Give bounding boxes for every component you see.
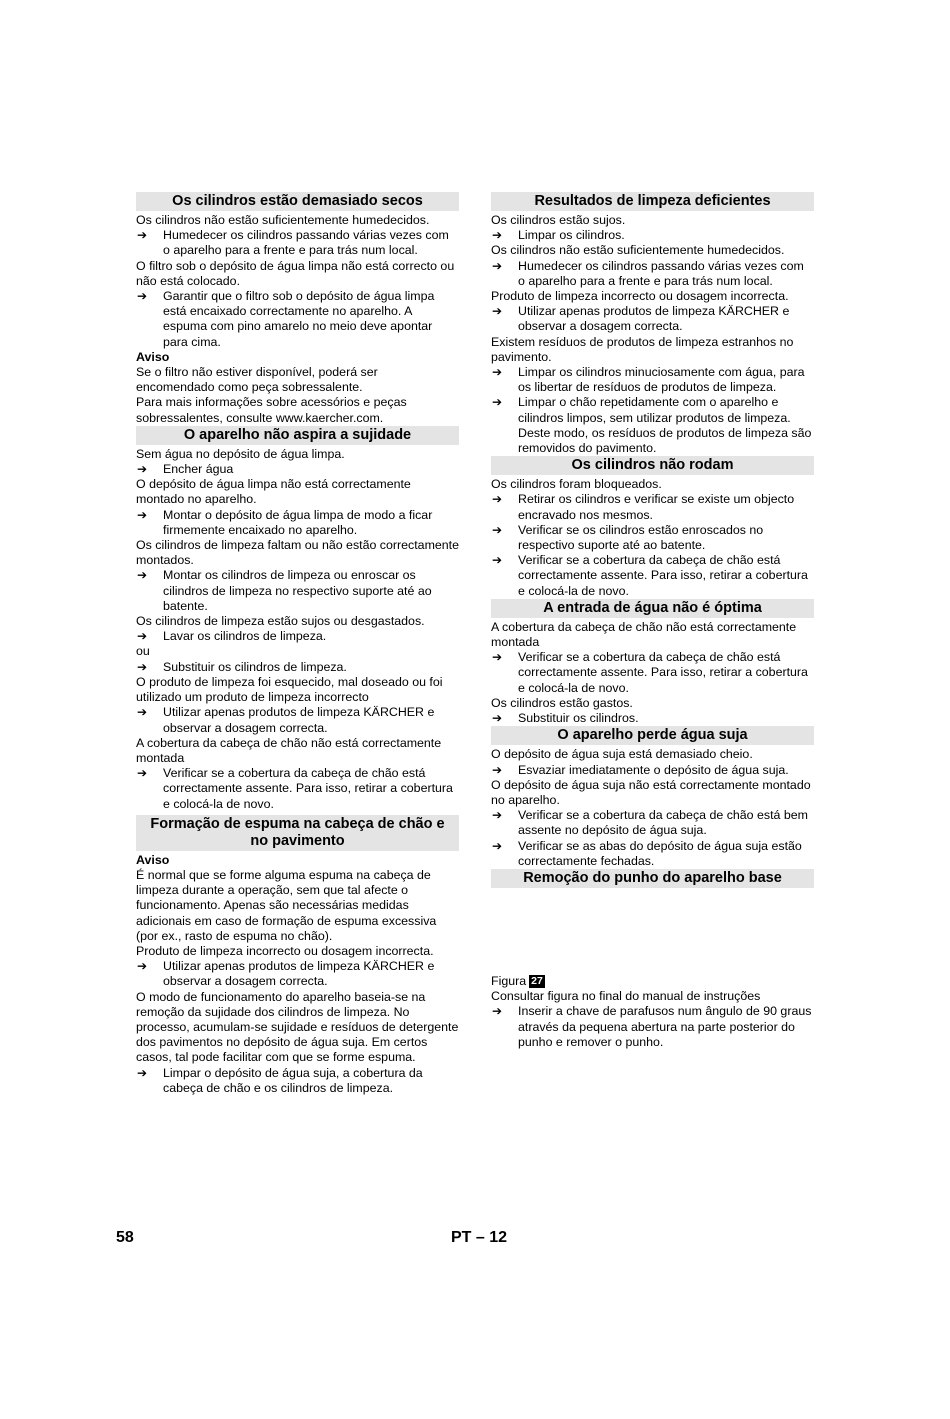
arrow-right-icon: ➔ [492,711,503,726]
arrow-right-icon: ➔ [492,808,503,823]
section-heading: Os cilindros estão demasiado secos [136,192,459,211]
problem-text: Existem resíduos de produtos de limpeza estranhos no pavimento. [491,334,794,364]
instruction-step: ➔ Substituir os cilindros de limpeza. [137,659,347,674]
section-heading: A entrada de água não é óptima [491,599,814,618]
figure-note: Consultar figura no final do manual de instruções [491,989,761,1004]
instruction-step: ➔ Limpar os cilindros minuciosamente com água, para os libertar de resíduos de produtos de limpeza. [492,365,805,395]
instruction-step: ➔ Humedecer os cilindros passando várias vezes com o aparelho para a frente e para trás num local. [137,228,449,258]
section-heading: Os cilindros não rodam [491,456,814,475]
instruction-step: ➔ Verificar se a cobertura da cabeça de chão está correctamente assente. Para isso, retirar a cobertura e colocá-la de novo. [492,553,808,598]
arrow-right-icon: ➔ [492,838,503,853]
arrow-right-icon: ➔ [137,228,148,243]
problem-text: O depósito de água suja não está correctamente montado no aparelho. [491,777,811,807]
arrow-right-icon: ➔ [137,507,148,522]
instruction-step: ➔ Limpar o depósito de água suja, a cobertura da cabeça de chão e os cilindros de limpeza. [137,1065,423,1095]
problem-text: Os cilindros não estão suficientemente humedecidos. [491,243,785,258]
figure-space [491,890,814,974]
section-heading: Remoção do punho do aparelho base [491,869,814,888]
instruction-step: ➔ Montar o depósito de água limpa de modo a ficar firmemente encaixado no aparelho. [137,507,433,537]
page-number: 58 [116,1229,134,1246]
instruction-step: ➔ Inserir a chave de parafusos num ângulo de 90 graus através da pequena abertura na parte posterior do punho e remover o punho. [492,1004,812,1049]
problem-text: A cobertura da cabeça de chão não está correctamente montada [136,735,442,765]
instruction-step: ➔ Utilizar apenas produtos de limpeza KÄRCHER e observar a dosagem correcta. [137,705,435,735]
arrow-right-icon: ➔ [492,650,503,665]
instruction-step: ➔ Limpar os cilindros. [492,228,625,243]
arrow-right-icon: ➔ [137,959,148,974]
arrow-right-icon: ➔ [137,659,148,674]
instruction-step: ➔ Utilizar apenas produtos de limpeza KÄRCHER e observar a dosagem correcta. [492,304,790,334]
instruction-step: ➔ Verificar se a cobertura da cabeça de chão está bem assente no depósito de água suja. [492,808,808,838]
figure-number-badge: 27 [531,974,543,987]
instruction-step: ➔ Garantir que o filtro sob o depósito de água limpa está encaixado correctamente no aparelho. A espuma com pino amarelo no meio deve apontar para cima. [137,289,435,349]
arrow-right-icon: ➔ [137,568,148,583]
note-label: Aviso [136,852,170,867]
note-text: Se o filtro não estiver disponível, poderá ser encomendado como peça sobressalente. [136,365,378,395]
problem-text: Os cilindros estão sujos. [491,213,626,227]
arrow-right-icon: ➔ [492,395,503,410]
arrow-right-icon: ➔ [137,289,148,304]
or-text: ou [136,644,150,659]
arrow-right-icon: ➔ [492,1004,503,1019]
problem-text: Os cilindros foram bloqueados. [491,477,662,492]
arrow-right-icon: ➔ [492,365,503,380]
instruction-step: ➔ Verificar se os cilindros estão enroscados no respectivo suporte até ao batente. [492,522,764,553]
instruction-step: ➔ Lavar os cilindros de limpeza. [137,629,327,644]
problem-text: A cobertura da cabeça de chão não está correctamente montada [491,619,797,650]
section-heading: Formação de espuma na cabeça de chão e no pavimento [136,815,459,851]
instruction-step: ➔ Montar os cilindros de limpeza ou enroscar os cilindros de limpeza no respectivo suporte até ao batente. [137,568,432,613]
instruction-step: ➔ Substituir os cilindros. [492,711,639,726]
section-heading: Resultados de limpeza deficientes [491,192,814,211]
arrow-right-icon: ➔ [492,304,503,319]
instruction-step: ➔ Utilizar apenas produtos de limpeza KÄRCHER e observar a dosagem correcta. [137,959,435,989]
problem-text: O depósito de água suja está demasiado cheio. [491,747,753,762]
section-heading: O aparelho não aspira a sujidade [136,426,459,445]
problem-text: Os cilindros de limpeza estão sujos ou desgastados. [136,614,425,629]
arrow-right-icon: ➔ [137,462,148,477]
problem-text: O depósito de água limpa não está correctamente montado no aparelho. [136,477,411,507]
problem-text: Os cilindros não estão suficientemente humedecidos. [136,213,430,227]
instruction-step: ➔ Verificar se a cobertura da cabeça de chão está correctamente assente. Para isso, retirar a cobertura e colocá-la de novo. [137,766,453,811]
instruction-step: ➔ Limpar o chão repetidamente com o aparelho e cilindros limpos, sem utilizar produtos de limpeza. Deste modo, os resíduos de produtos de limpeza são removidos do pavimento. [492,395,812,456]
right-column [491,192,814,1050]
figure-reference: Figura 27 [491,973,543,988]
arrow-right-icon: ➔ [137,705,148,720]
problem-text: Os cilindros estão gastos. [491,695,633,710]
arrow-right-icon: ➔ [492,492,503,507]
instruction-step: ➔ Encher água [137,462,234,477]
left-column [136,192,459,1096]
instruction-step: ➔ Humedecer os cilindros passando várias vezes com o aparelho para a frente e para trás num local. [492,258,804,288]
arrow-right-icon: ➔ [492,258,503,273]
instruction-step: ➔ Verificar se as abas do depósito de água suja estão correctamente fechadas. [492,838,802,868]
problem-text: Produto de limpeza incorrecto ou dosagem incorrecta. [491,289,789,304]
arrow-right-icon: ➔ [492,228,503,243]
arrow-right-icon: ➔ [137,766,148,781]
problem-text: O produto de limpeza foi esquecido, mal doseado ou foi utilizado um produto de limpeza incorrecto [136,674,443,705]
arrow-right-icon: ➔ [137,1065,148,1080]
instruction-step: ➔ Retirar os cilindros e verificar se existe um objecto encravado nos mesmos. [492,492,795,522]
section-page-code: PT – 12 [451,1229,508,1246]
problem-text: Produto de limpeza incorrecto ou dosagem incorrecta. [136,943,434,958]
arrow-right-icon: ➔ [492,522,503,537]
problem-text: Os cilindros de limpeza faltam ou não estão correctamente montados. [136,538,460,568]
instruction-step: ➔ Esvaziar imediatamente o depósito de água suja. [492,762,789,777]
note-text: É normal que se forme alguma espuma na cabeça de limpeza durante a operação, sem que tal afecte o funcionamento. Apenas são necessárias medidas adicionais em caso de formação de espuma excessiva (por ex., rasto de espuma no chão). [136,867,437,943]
section-heading: O aparelho perde água suja [491,726,814,745]
note-text: Para mais informações sobre acessórios e peças sobressalentes, consulte www.kaercher.com. [136,395,407,425]
arrow-right-icon: ➔ [137,629,148,644]
note-label: Aviso [136,349,170,364]
problem-text: O filtro sob o depósito de água limpa não está correcto ou não está colocado. [136,258,455,288]
arrow-right-icon: ➔ [492,553,503,568]
arrow-right-icon: ➔ [492,762,503,777]
problem-text: Sem água no depósito de água limpa. [136,446,345,461]
instruction-step: ➔ Verificar se a cobertura da cabeça de chão está correctamente assente. Para isso, retirar a cobertura e colocá-la de novo. [492,650,808,695]
problem-text: O modo de funcionamento do aparelho baseia-se na remoção da sujidade dos cilindros de limpeza. No processo, acumulam-se sujidade e resíduos de detergente dos pavimentos no depósito de água suja. Em certos casos, tal pode facilitar com que se forme espuma. [136,989,459,1065]
